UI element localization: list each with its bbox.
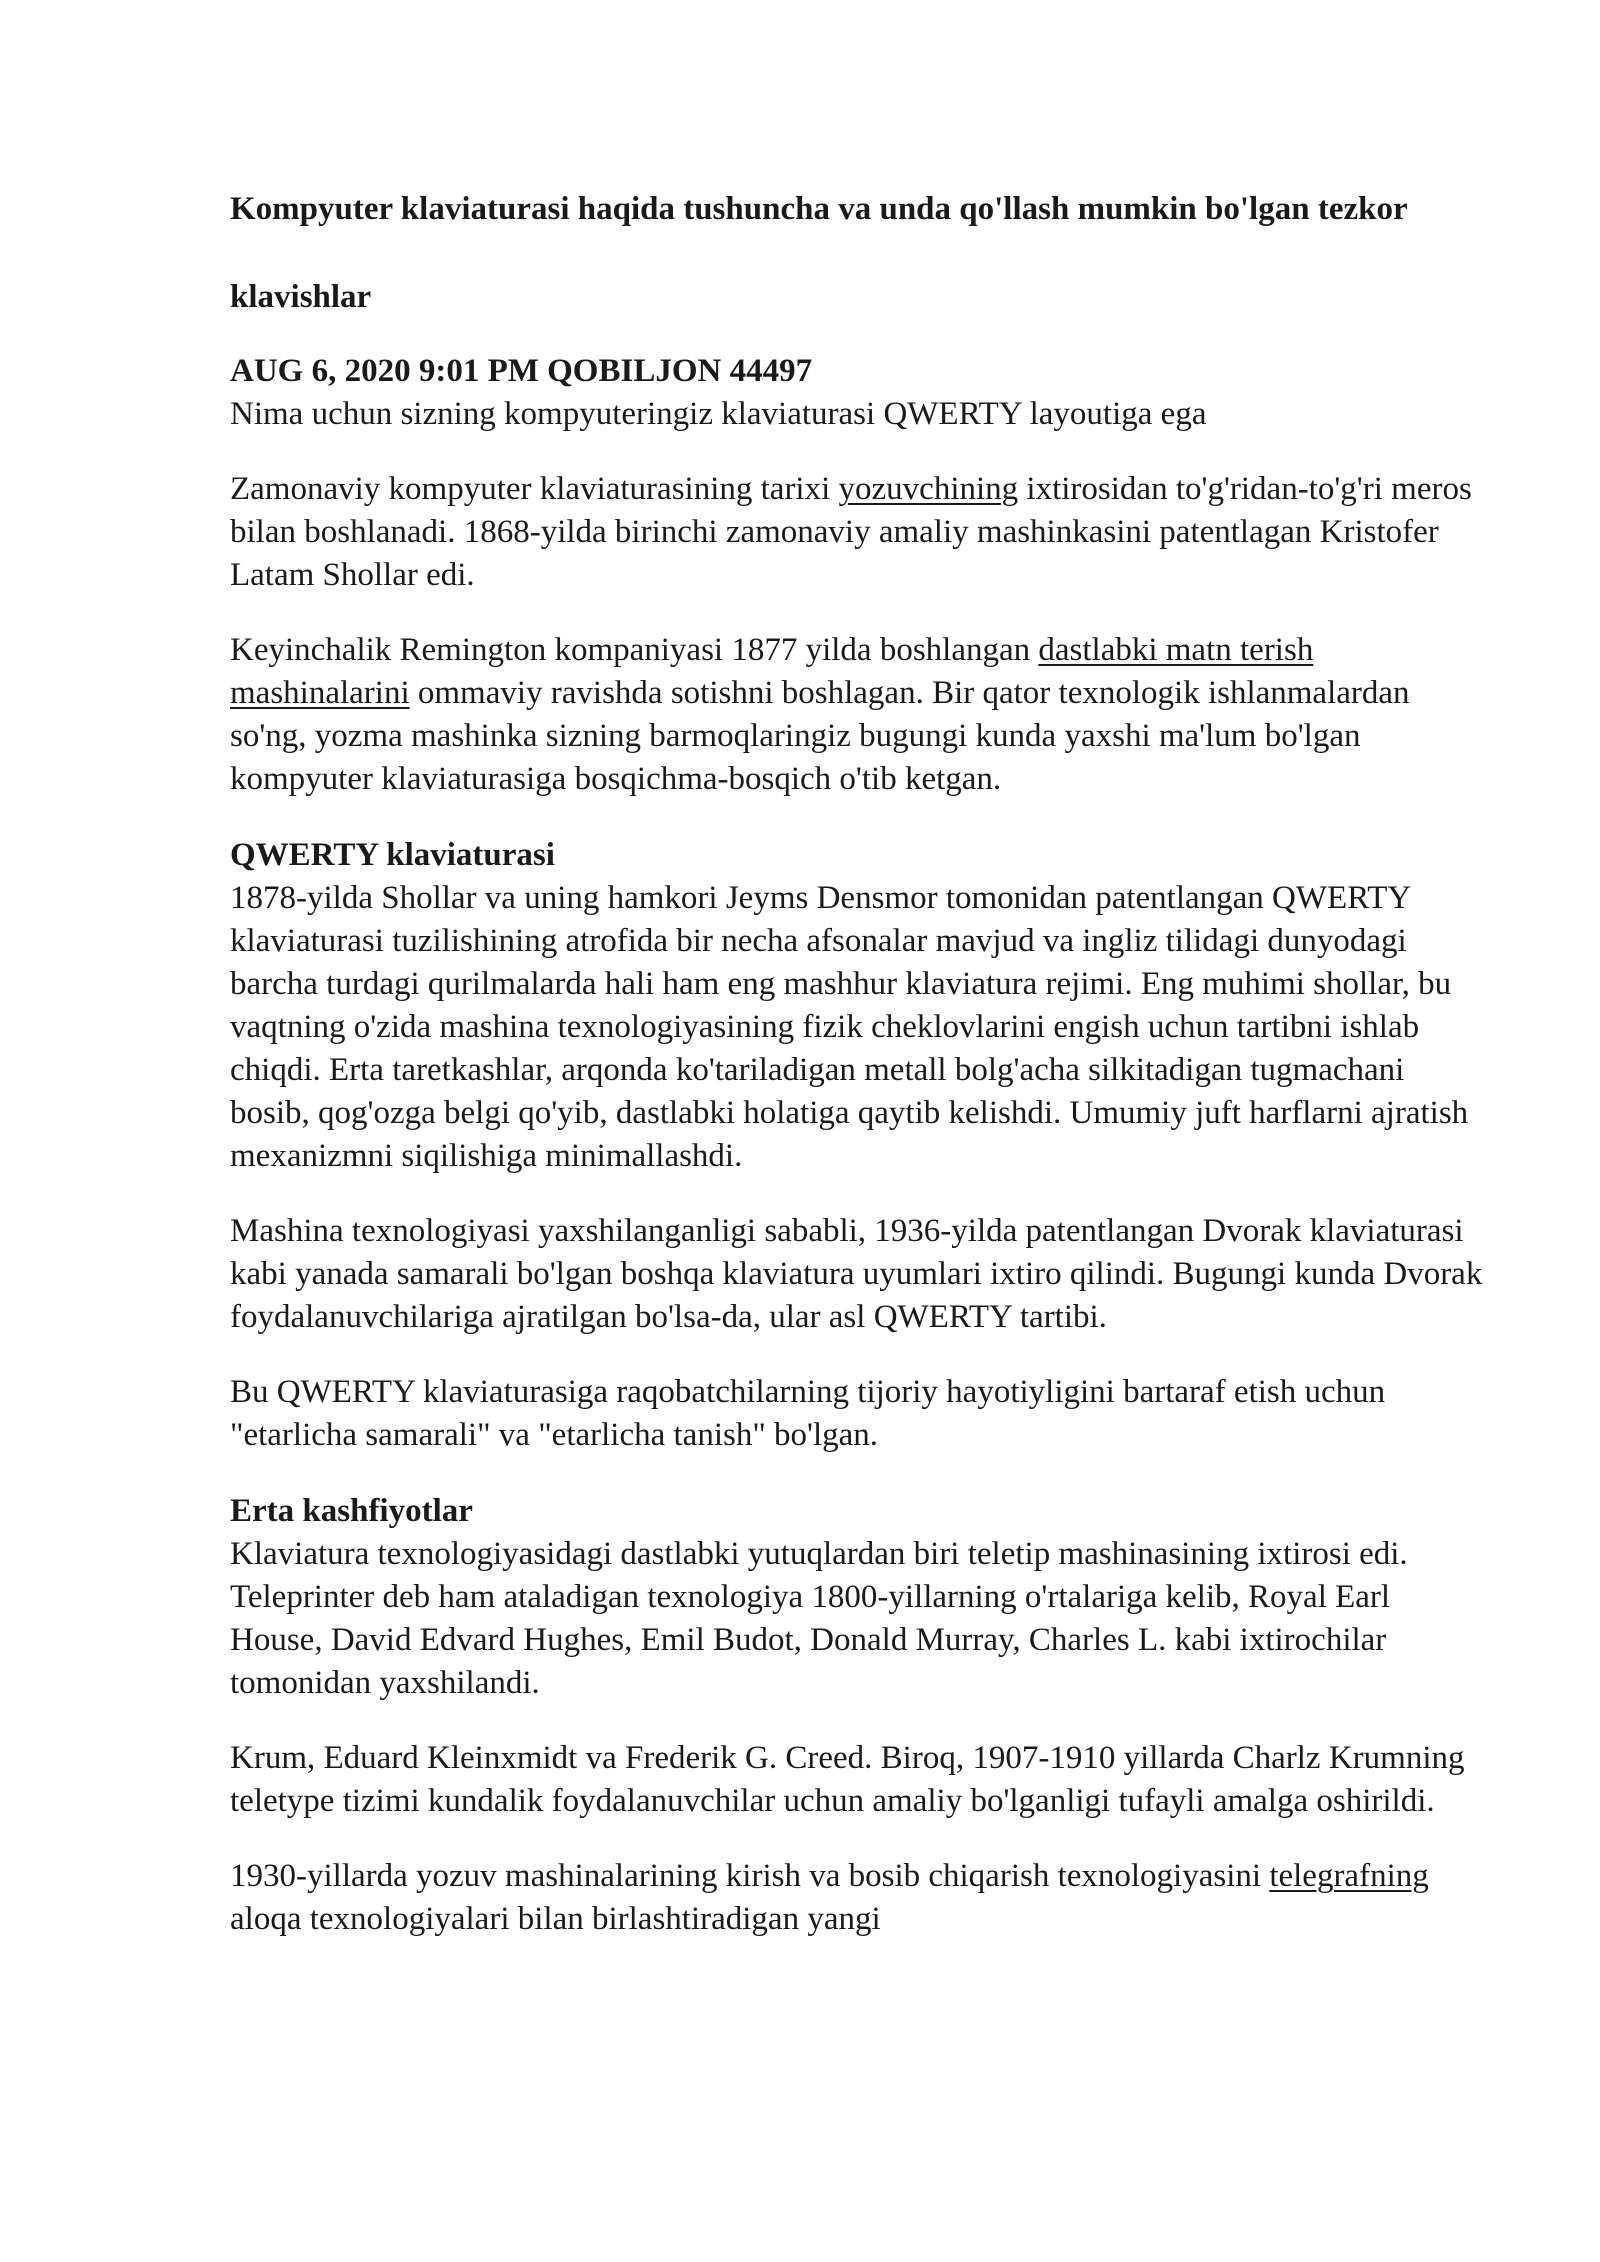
paragraph-1: Nima uchun sizning kompyuteringiz klaviaturasi QWERTY layoutiga ega [230,396,1207,432]
link-yozuvchining[interactable]: yozuvchining [838,471,1019,507]
page-title: Kompyuter klaviaturasi haqida tushuncha va unda qo'llash mumkin bo'lgan tezkor klavishlar [230,191,1408,315]
paragraph-2-text-before: Zamonaviy kompyuter klaviaturasining tarixi [230,471,839,507]
paragraph-9-text-after: aloqa texnologiyalari bilan birlashtiradigan yangi [230,1901,881,1937]
document-page [230,185,1490,1973]
section-heading-qwerty: QWERTY klaviaturasi [230,837,555,873]
paragraph-9 [230,1855,1490,1941]
link-dastlabki-matn-terish-mashinalarini[interactable]: dastlabki matn terish mashinalarini [230,632,1314,711]
post-meta: AUG 6, 2020 9:01 PM QOBILJON 44497 [230,353,813,389]
link-telegrafning[interactable]: telegrafning [1269,1858,1429,1894]
paragraph-6: Bu QWERTY klaviaturasiga raqobatchilarning tijoriy hayotiyligini bartaraf etish uchun "etarlicha samarali" va "etarlicha tanish" bo'lgan. [230,1374,1386,1453]
paragraph-2 [230,468,1490,597]
paragraph-5: Mashina texnologiyasi yaxshilanganligi sababli, 1936-yilda patentlangan Dvorak klaviaturasi kabi yanada samarali bo'lgan boshqa klaviatura uyumlari ixtiro qilindi. Bugungi kunda Dvorak foydalanuvchilariga ajratilgan bo'lsa-da, ular asl QWERTY tartibi. [230,1213,1483,1335]
paragraph-2-text-after: ixtirosidan to'g'ridan-to'g'ri meros bilan boshlanadi. 1868-yilda birinchi zamonaviy amaliy mashinkasini patentlagan Kristofer Latam Shollar edi. [230,471,1472,593]
paragraph-4: 1878-yilda Shollar va uning hamkori Jeyms Densmor tomonidan patentlangan QWERTY klaviaturasi tuzilishining atrofida bir necha afsonalar mavjud va ingliz tilidagi dunyodagi barcha turdagi qurilmalarda hali ham eng mashhur klaviatura rejimi. Eng muhimi shollar, bu vaqtning o'zida mashina texnologiyasining fizik cheklovlarini engish uchun tartibni ishlab chiqdi. Erta taretkashlar, arqonda ko'tariladigan metall bolg'acha silkitadigan tugmachani bosib, qog'ozga belgi qo'yib, dastlabki holatiga qaytib kelishdi. Umumiy juft harflarni ajratish mexanizmni siqilishiga minimallashdi. [230,880,1469,1174]
paragraph-3-text-before: Keyinchalik Remington kompaniyasi 1877 yilda boshlangan [230,632,1039,668]
paragraph-7: Klaviatura texnologiyasidagi dastlabki yutuqlardan biri teletip mashinasining ixtirosi edi. Teleprinter deb ham ataladigan texnologiya 1800-yillarning o'rtalariga kelib, Royal Earl House, David Edvard Hughes, Emil Budot, Donald Murray, Charles L. kabi ixtirochilar tomonidan yaxshilandi. [230,1536,1408,1701]
section-heading-erta-kashfiyotlar: Erta kashfiyotlar [230,1493,473,1529]
paragraph-8: Krum, Eduard Kleinxmidt va Frederik G. Creed. Biroq, 1907-1910 yillarda Charlz Krumning teletype tizimi kundalik foydalanuvchilar uchun amaliy bo'lganligi tufayli amalga oshirildi. [230,1740,1465,1819]
paragraph-3-text-after: ommaviy ravishda sotishni boshlagan. Bir qator texnologik ishlanmalardan so'ng, yozma mashinka sizning barmoqlaringiz bugungi kunda yaxshi ma'lum bo'lgan kompyuter klaviaturasiga bosqichma-bosqich o'tib ketgan. [230,675,1410,797]
paragraph-3 [230,629,1490,801]
paragraph-9-text-before: 1930-yillarda yozuv mashinalarining kirish va bosib chiqarish texnologiyasini [230,1858,1270,1894]
